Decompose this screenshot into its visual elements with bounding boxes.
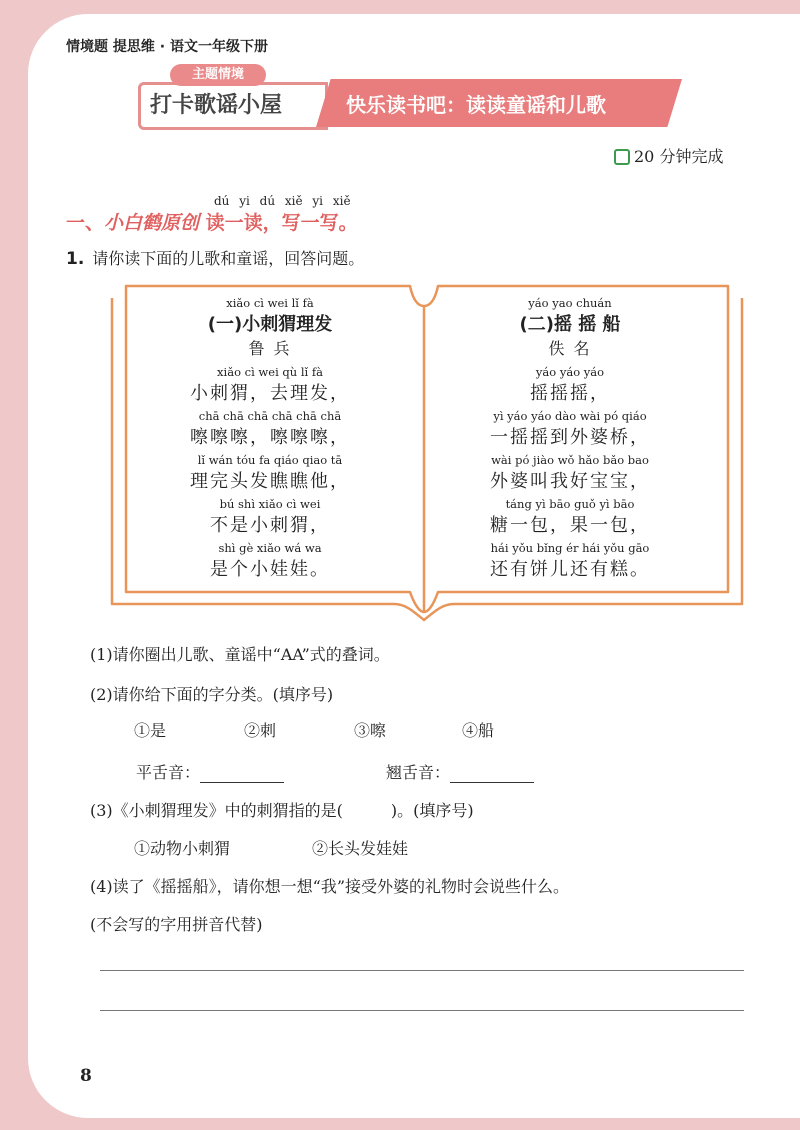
sub-question-4-note: (不会写的字用拼音代替) [90, 915, 263, 934]
line-text: 理完头发瞧瞧他， [190, 471, 350, 492]
choice-2: ②刺 [244, 721, 277, 740]
line-text: 外婆叫我好宝宝， [490, 471, 650, 492]
blank-pingshe [136, 760, 284, 783]
sub-question-4: (4)读了《摇摇船》，请你想一想“我”接受外婆的礼物时会说些什么。 [90, 877, 570, 896]
choice-3: ③嚓 [354, 721, 387, 740]
sub3-text-after: )。(填序号) [390, 801, 474, 820]
blank-label: 翘舌音： [386, 763, 451, 782]
line-text: 摇摇摇， [530, 383, 610, 404]
line-text: 糖一包，果一包， [490, 515, 650, 536]
sub-question-1: (1)请你圈出儿歌、童谣中“AA”式的叠词。 [90, 645, 390, 664]
answer-blank[interactable] [450, 766, 534, 783]
poem-author: 佚 名 [548, 339, 592, 358]
line-text: 还有饼儿还有糕。 [490, 559, 650, 580]
line-text: 小刺猬，去理发， [190, 383, 350, 404]
question-text: 请你读下面的儿歌和童谣，回答问题。 [92, 249, 365, 268]
line-pinyin: wài pó jiào wǒ hǎo bǎo bao [491, 453, 649, 467]
line-text: 不是小刺猬， [210, 515, 330, 536]
poem-author: 鲁 兵 [248, 339, 292, 358]
sub-question-3 [90, 798, 474, 821]
banner-subtitle: 快乐读书吧：读读童谣和儿歌 [346, 93, 606, 117]
choice-animal: ①动物小刺猬 [134, 839, 231, 858]
line-pinyin: yì yáo yáo dào wài pó qiáo [493, 409, 647, 423]
choice-1: ①是 [134, 721, 167, 740]
section-number: 一、 [66, 212, 105, 234]
sub-question-2: (2)请你给下面的字分类。(填序号) [90, 685, 334, 704]
line-pinyin: bú shì xiǎo cì wei [219, 497, 321, 511]
line-pinyin: chā chā chā chā chā chā [198, 409, 342, 423]
poem-line [455, 453, 685, 493]
section-label: 小白鹤原创 [104, 212, 200, 234]
poem-title: (二)摇 摇 船 [519, 314, 621, 335]
sub3-text-before: (3)《小刺猬理发》中的刺猬指的是( [90, 801, 343, 820]
poem-line [455, 497, 685, 537]
page-number: 8 [80, 1066, 92, 1086]
poem-title-pinyin: yáo yao chuán [528, 296, 612, 310]
poem-title: (一)小刺猬理发 [207, 314, 333, 335]
poem-title-pinyin: xiǎo cì wei lǐ fà [226, 296, 314, 310]
line-pinyin: lǐ wán tóu fa qiáo qiao tā [197, 453, 343, 467]
poem-line [155, 541, 385, 581]
line-pinyin: xiǎo cì wei qù lǐ fà [217, 365, 323, 379]
poem-line [155, 497, 385, 537]
answer-blank[interactable] [200, 766, 284, 783]
theme-pill: 主题情境 [170, 64, 266, 86]
timer-label: 20 分钟完成 [634, 147, 724, 166]
choice-child: ②长头发娃娃 [312, 839, 409, 858]
poem-line [155, 453, 385, 493]
writing-line-1[interactable] [100, 970, 744, 971]
banner-title: 打卡歌谣小屋 [150, 93, 283, 118]
line-pinyin: shì gè xiǎo wá wa [218, 541, 322, 555]
poem-line [155, 409, 385, 449]
section-pinyin: dú yi dú xiě yi xiě [214, 194, 351, 208]
poem-line [455, 409, 685, 449]
poem-line [455, 365, 685, 405]
poem-yao-yao-chuan [455, 296, 685, 581]
poem-line [155, 365, 385, 405]
line-pinyin: hái yǒu bǐng ér hái yǒu gāo [490, 541, 650, 555]
choice-4: ④船 [462, 721, 495, 740]
line-pinyin: yáo yáo yáo [535, 365, 605, 379]
series-title: 情境题 提思维 · 语文一年级下册 [66, 39, 268, 55]
blank-label: 平舌音： [136, 763, 201, 782]
line-pinyin: táng yì bāo guǒ yì bāo [505, 497, 635, 511]
section-title: 读一读，写一写。 [205, 212, 358, 234]
line-text: 是个小娃娃。 [210, 559, 330, 580]
poem-xiao-ci-wei [155, 296, 385, 581]
line-text: 嚓嚓嚓，嚓嚓嚓， [190, 427, 350, 448]
poem-line [455, 541, 685, 581]
writing-line-2[interactable] [100, 1010, 744, 1011]
blank-qiaoshe [386, 760, 534, 783]
question-number: 1. [66, 249, 85, 269]
line-text: 一摇摇到外婆桥， [490, 427, 650, 448]
